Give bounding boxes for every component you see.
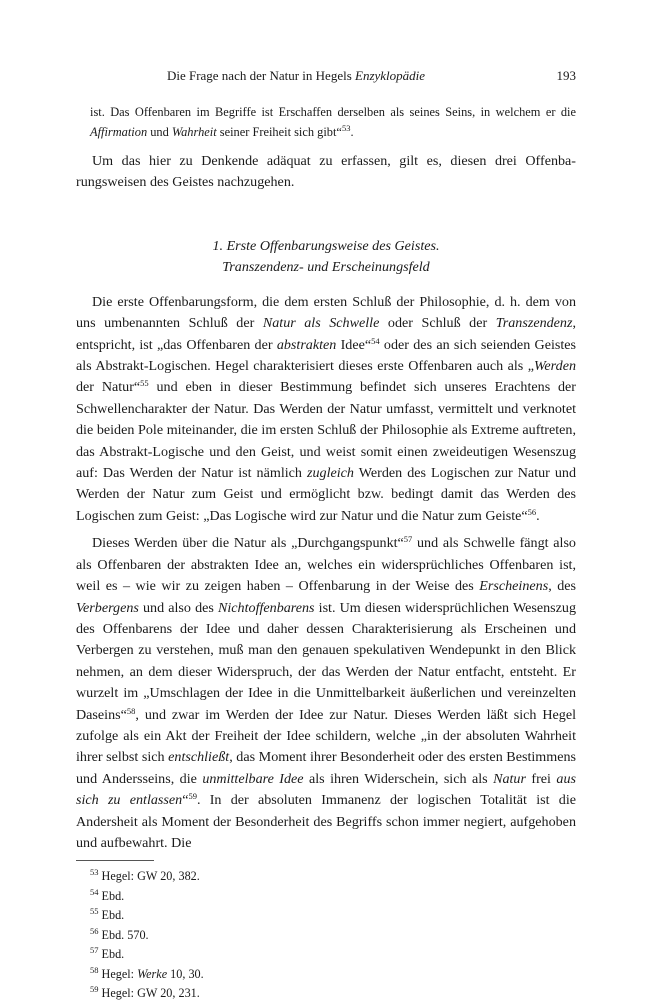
quote-italic: Affirmation <box>90 125 148 139</box>
footnote-number: 59 <box>90 984 99 995</box>
footnote <box>76 926 576 946</box>
footnote-ref: 57 <box>403 534 413 545</box>
footnote <box>76 984 576 1004</box>
quote-text: ist. Das Offenbaren im Begriffe ist Erschaffen derselben als seines Seins, in welchem er die <box>90 105 576 119</box>
text-run: als ihren Widerschein, sich als <box>303 770 494 787</box>
footnote-text: 10, 30. <box>167 966 204 981</box>
text-run: Idee“ <box>336 336 372 353</box>
text-run: Die erste Offenbarungsform, die dem ersten Schluß der Philosophie, d. h. dem von uns umbenannten Schluß der <box>76 293 576 332</box>
running-title-italic: Enzyklopädie <box>355 68 426 83</box>
section-heading-line: 1. Erste Offenbarungsweise des Geistes. <box>212 237 440 254</box>
footnote-separator <box>76 860 154 861</box>
footnote-italic: Werke <box>137 966 168 981</box>
text-run: oder Schluß der <box>379 315 496 332</box>
footnote <box>76 965 576 985</box>
page-number: 193 <box>556 68 576 83</box>
footnote <box>76 906 576 926</box>
quote-text: seiner Freiheit sich gibt“ <box>216 125 342 139</box>
section-heading <box>76 236 576 278</box>
quote-text: und <box>147 125 172 139</box>
page <box>76 62 576 1004</box>
italic-run: zugleich <box>306 465 354 482</box>
footnote-number: 55 <box>90 906 99 917</box>
italic-run: Transzendenz <box>495 315 573 332</box>
italic-run: entschließt <box>168 749 230 766</box>
italic-run: Natur <box>493 770 526 787</box>
italic-run: aus sich zu entlassen <box>76 770 576 809</box>
text-run: , des <box>548 578 576 595</box>
footnote-number: 53 <box>90 867 99 878</box>
text-run: Werden des Logischen zur Natur und Werden der Natur zum Geist und ermöglicht bzw. bedingt damit das Werden des Logischen zum Geist: „Das Logische wird zur Natur und die Natur zum Geiste“ <box>76 465 577 524</box>
text-run: Dieses Werden über die Natur als „Durchgangspunkt“ <box>92 535 404 552</box>
italic-run: Erscheinens <box>479 578 549 595</box>
text-run: frei <box>525 770 557 787</box>
text-run: der Natur“ <box>76 379 141 396</box>
footnote-ref: 58 <box>126 705 136 716</box>
text-run: und als Schwelle fängt also als Offenbaren der abstrakten Idee an, welches ein widersprüchliches Offenbaren ist, weil es – wie wir zu zeigen haben – Offenbarung in der Weise des <box>76 535 576 595</box>
footnote-ref: 55 <box>140 378 149 389</box>
footnote-ref: 59 <box>188 791 197 802</box>
text-run: , und zwar im Werden der Idee zur Natur. Dieses Werden läßt sich Hegel zufolge als ein Akt der Freiheit der Idee schildern, welche „in der absoluten Wahrheit ihrer selbst sich <box>76 706 576 766</box>
text-run: . In der absoluten Immanenz der logischen Totalität ist die Andersheit als Moment der Besonderheit des Begriffs schon immer negiert, aufgehoben und aufbewahrt. Die <box>76 792 576 851</box>
block-quote <box>90 102 576 142</box>
text-run: ist. Um diesen widersprüchlichen Wesenszug des Offenbarens der Idee und daher dessen Charakterisierung als Erscheinen und Verbergen zu verstehen, muß man den genauen spekulativen Wendepunkt in den Blick nehmen, an dem dieser Widerspruch, der das Werden der Natur entfacht, entsteht. Er wurzelt im „Umschlagen der Idee in die Unmittelbarkeit äußerlichen und vereinzelten Daseins“ <box>76 599 576 723</box>
quote-text: . <box>350 125 354 139</box>
footnote-ref: 56 <box>527 506 537 517</box>
text-run: , entspricht, ist „das Offenbaren der <box>76 315 576 353</box>
footnote-number: 54 <box>90 886 99 897</box>
footnote-text: Ebd. 570. <box>101 927 149 942</box>
running-title-text: Die Frage nach der Natur in Hegels <box>166 68 356 83</box>
italic-run: unmittelbare Idee <box>202 770 304 787</box>
text-run: und also des <box>138 599 218 616</box>
text-run: . <box>536 507 540 524</box>
quote-italic: Wahrheit <box>171 125 217 139</box>
text-run: oder des an sich seienden Geistes als Abstrakt-Logischen. Hegel charakterisiert dieses erste Offenbaren auch als „ <box>76 336 577 375</box>
footnotes <box>76 867 576 1004</box>
text-run: und eben in dieser Bestimmung befindet sich unseres Erachtens der Schwellencharakter der Natur. Das Werden der Natur umfasst, vermittelt und verknotet die beiden Pole miteinander, die im ersten Schluß der Philosophie als Extreme auftreten, das Abstrakt-Logische und den Geist, und weist somit einen zweideutigen Wesenszug auf: Das Werden der Natur ist nämlich <box>76 379 576 482</box>
italic-run: Verbergens <box>76 599 139 616</box>
paragraph <box>76 533 576 854</box>
paragraph <box>76 292 576 527</box>
italic-run: Werden <box>533 358 576 375</box>
footnote-text: Hegel: GW 20, 382. <box>101 869 200 884</box>
footnote-text: Ebd. <box>101 908 125 923</box>
running-header <box>76 62 576 86</box>
text-run: , das Moment ihrer Besonderheit oder des ersten Bestimmens und Andersseins, die <box>76 749 576 787</box>
paragraph: Um das hier zu Denkende adäquat zu erfassen, gilt es, diesen drei Offenbarungsweisen des Geistes nachzugehen. <box>76 153 576 191</box>
italic-run: Nichtoffenbarens <box>217 599 315 616</box>
footnote-ref: 53 <box>341 123 351 133</box>
footnote-number: 57 <box>90 945 99 956</box>
footnote-number: 56 <box>90 925 99 936</box>
footnote <box>76 867 576 887</box>
footnote-text: Hegel: <box>101 966 138 981</box>
section-heading-line: Transzendenz- und Erscheinungsfeld <box>222 258 430 275</box>
text-run: “ <box>182 792 189 809</box>
italic-run: Natur als Schwelle <box>262 315 380 332</box>
footnote-text: Hegel: GW 20, 231. <box>101 986 200 1001</box>
footnote-text: Ebd. <box>101 888 125 903</box>
footnote <box>76 945 576 965</box>
footnote-ref: 54 <box>371 335 380 346</box>
footnote-number: 58 <box>90 964 99 975</box>
footnote <box>76 887 576 907</box>
italic-run: abstrakten <box>276 336 337 353</box>
running-title <box>76 68 516 84</box>
footnote-text: Ebd. <box>101 947 125 962</box>
